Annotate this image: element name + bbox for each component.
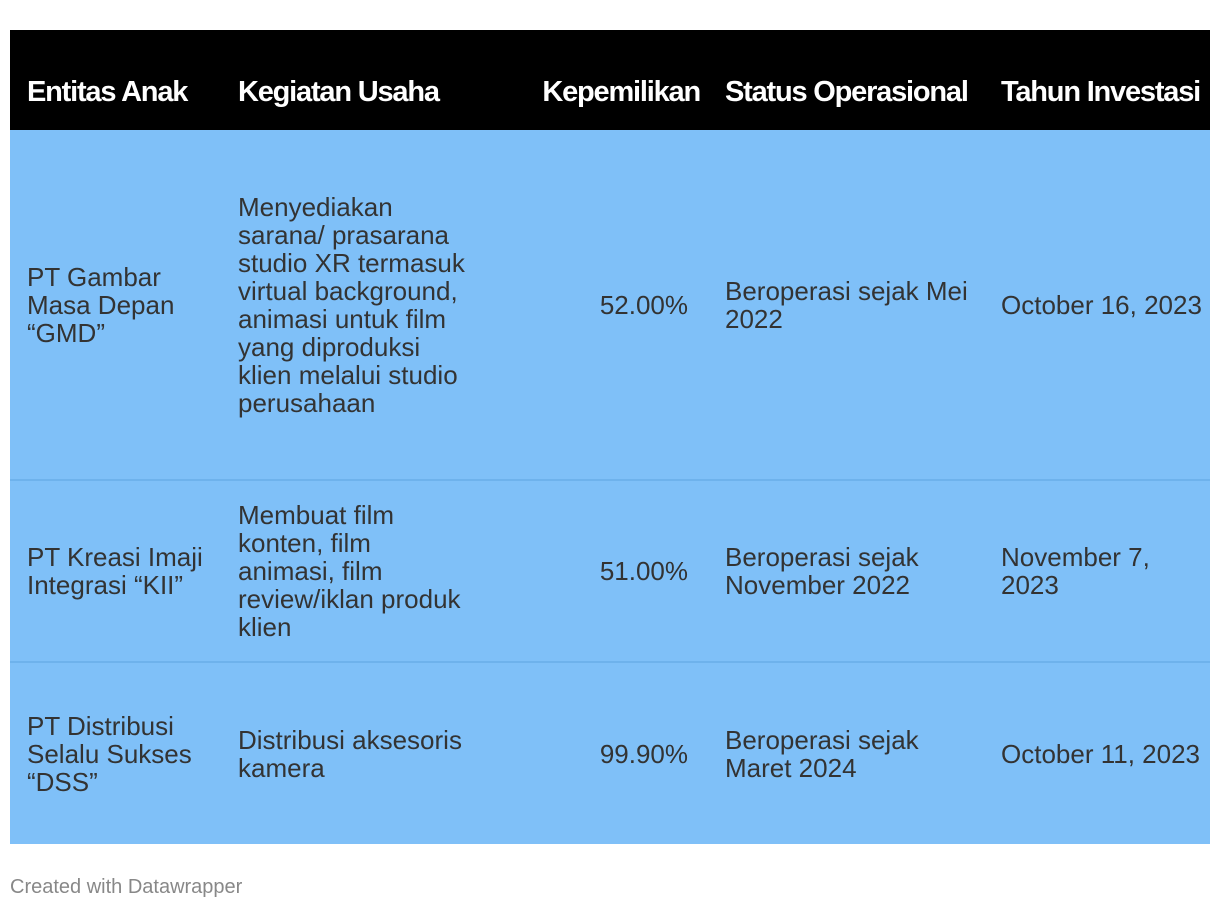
- cell-kepemilikan: 52.00%: [599, 289, 688, 320]
- table-body: [10, 130, 1210, 844]
- header-kepemilikan[interactable]: Kepemilikan: [542, 76, 700, 108]
- header-kegiatan-usaha[interactable]: Kegiatan Usaha: [238, 76, 439, 108]
- subsidiary-table: [10, 30, 1210, 844]
- cell-entitas: PT Gambar Masa Depan “GMD”: [27, 261, 175, 348]
- header-row: [10, 30, 1210, 130]
- cell-status: Beroperasi sejak Maret 2024: [725, 724, 919, 783]
- table-header: [10, 30, 1210, 130]
- header-tahun-investasi[interactable]: Tahun Investasi: [1001, 76, 1201, 108]
- cell-status: Beroperasi sejak Mei 2022: [725, 275, 968, 334]
- header-status-operasional[interactable]: Status Operasional: [725, 76, 968, 108]
- datawrapper-credit[interactable]: Created with Datawrapper: [10, 876, 243, 898]
- cell-tahun: October 11, 2023: [1001, 738, 1200, 769]
- table-row: [10, 130, 1210, 480]
- cell-tahun: October 16, 2023: [1001, 289, 1202, 320]
- cell-kegiatan: Membuat film konten, film animasi, film review/iklan produk klien: [238, 500, 461, 642]
- cell-entitas: PT Kreasi Imaji Integrasi “KII”: [27, 542, 203, 600]
- header-entitas-anak[interactable]: Entitas Anak: [27, 76, 188, 108]
- table-row: [10, 480, 1210, 662]
- cell-kegiatan: Distribusi aksesoris kamera: [238, 724, 462, 783]
- data-table: [10, 30, 1210, 844]
- cell-entitas: PT Distribusi Selalu Sukses “DSS”: [27, 710, 192, 797]
- cell-kepemilikan: 99.90%: [599, 738, 688, 769]
- cell-kegiatan: Menyediakan sarana/ prasarana studio XR termasuk virtual background, animasi untuk film yang diproduksi klien melalui studio perusahaan: [238, 191, 465, 418]
- cell-kepemilikan: 51.00%: [599, 556, 688, 586]
- cell-status: Beroperasi sejak November 2022: [725, 542, 919, 600]
- cell-tahun: November 7, 2023: [1001, 542, 1150, 600]
- table-row: [10, 662, 1210, 844]
